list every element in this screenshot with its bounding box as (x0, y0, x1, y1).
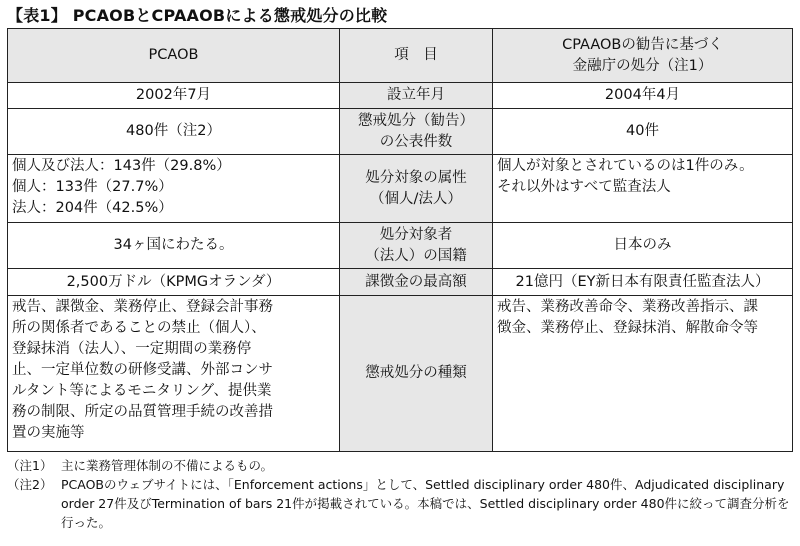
table-row (8, 83, 793, 109)
cell-item (340, 155, 493, 223)
table-row (8, 155, 793, 223)
cell-line: 戒告、課徴金、業務停止、登録会計事務 (12, 299, 273, 315)
footnote-mark: （注2） (7, 477, 53, 492)
table-row (8, 223, 793, 269)
header-cpaaob-line: 金融庁の処分（注1） (572, 57, 713, 74)
cell-line: 法人：204件（42.5%） (12, 200, 173, 216)
footnote-line: order 27件及びTermination of bars 21件が掲載されている。本稿では、Settled disciplinary order 480件に絞って調査分析を (61, 496, 790, 511)
cell-line: 480件（注2） (126, 123, 221, 139)
cell-line: 2002年7月 (135, 87, 212, 103)
footnote-text (61, 456, 792, 475)
footnote-mark: （注1） (7, 458, 53, 473)
cell-line: 課徴金の最高額 (365, 273, 467, 290)
footnote (7, 456, 792, 475)
cell-item (340, 269, 493, 296)
cell-line: 日本のみ (613, 237, 672, 253)
footnote-line: 主に業務管理体制の不備によるもの。 (61, 458, 274, 473)
cell-cpaaob (493, 296, 793, 452)
cell-line: 40件 (626, 123, 659, 139)
cell-line: 懲戒処分の種類 (365, 365, 467, 381)
cell-line: 務の制限、所定の品質管理手続の改善措 (12, 404, 273, 420)
cell-cpaaob (493, 109, 793, 155)
cell-line: 登録抹消（法人）、一定期間の業務停 (12, 341, 252, 357)
cell-line: 処分対象の属性 (365, 169, 467, 186)
cell-pcaob (8, 269, 340, 296)
cell-item (340, 83, 493, 109)
cell-cpaaob (493, 269, 793, 296)
cell-item (340, 109, 493, 155)
table-row (8, 109, 793, 155)
comparison-table (7, 28, 793, 452)
cell-item (340, 296, 493, 452)
cell-cpaaob (493, 155, 793, 223)
cell-line: 21億円（EY新日本有限責任監査法人） (515, 273, 770, 290)
footnote-line: PCAOBのウェブサイトには、「Enforcement actions」として、Settled disciplinary order 480件、Adjudicated disciplinary (61, 477, 785, 492)
cell-line: 個人が対象とされているのは1件のみ。 (497, 158, 754, 174)
cell-line: 置の実施等 (12, 425, 85, 441)
header-row (8, 29, 793, 83)
cell-cpaaob (493, 83, 793, 109)
cell-line: 設立年月 (387, 87, 445, 103)
cell-line: 34ヶ国にわたる。 (113, 237, 234, 253)
cell-line: 所の関係者であることの禁止（個人）、 (12, 320, 266, 336)
cell-item (340, 223, 493, 269)
table-row (8, 269, 793, 296)
cell-line: 止、一定単位数の研修受講、外部コンサ (12, 362, 273, 378)
cell-pcaob (8, 109, 340, 155)
footnote-line: 行った。 (61, 515, 112, 530)
footnotes (7, 456, 792, 532)
cell-line: 個人：133件（27.7%） (12, 179, 173, 195)
cell-line: 戒告、業務改善命令、業務改善指示、課 (497, 299, 758, 315)
header-pcaob: PCAOB (8, 29, 340, 83)
cell-line: の公表件数 (379, 133, 453, 150)
cell-line: ルタント等によるモニタリング、提供業 (12, 383, 272, 399)
cell-cpaaob (493, 223, 793, 269)
table-title: 【表1】 PCAOBとCPAAOBによる懲戒処分の比較 (7, 6, 388, 25)
cell-line: （個人/法人） (370, 190, 462, 207)
cell-line: 処分対象者 (379, 226, 453, 243)
header-item: 項 目 (340, 29, 493, 83)
cell-line: それ以外はすべて監査法人 (497, 179, 671, 195)
cell-line: 2,500万ドル（KPMGオランダ） (66, 273, 281, 290)
footnote (7, 475, 792, 532)
header-cpaaob (493, 29, 793, 83)
header-cpaaob-line: CPAAOBの勧告に基づく (562, 36, 723, 53)
table-row (8, 296, 793, 452)
footnote-text (61, 475, 792, 532)
cell-pcaob (8, 155, 340, 223)
cell-line: （法人）の国籍 (365, 247, 467, 264)
cell-pcaob (8, 296, 340, 452)
cell-line: 個人及び法人：143件（29.8%） (12, 158, 231, 174)
cell-line: 徴金、業務停止、登録抹消、解散命令等 (497, 320, 758, 336)
cell-pcaob (8, 223, 340, 269)
cell-pcaob (8, 83, 340, 109)
cell-line: 懲戒処分（勧告） (358, 112, 474, 129)
cell-line: 2004年4月 (604, 87, 681, 103)
